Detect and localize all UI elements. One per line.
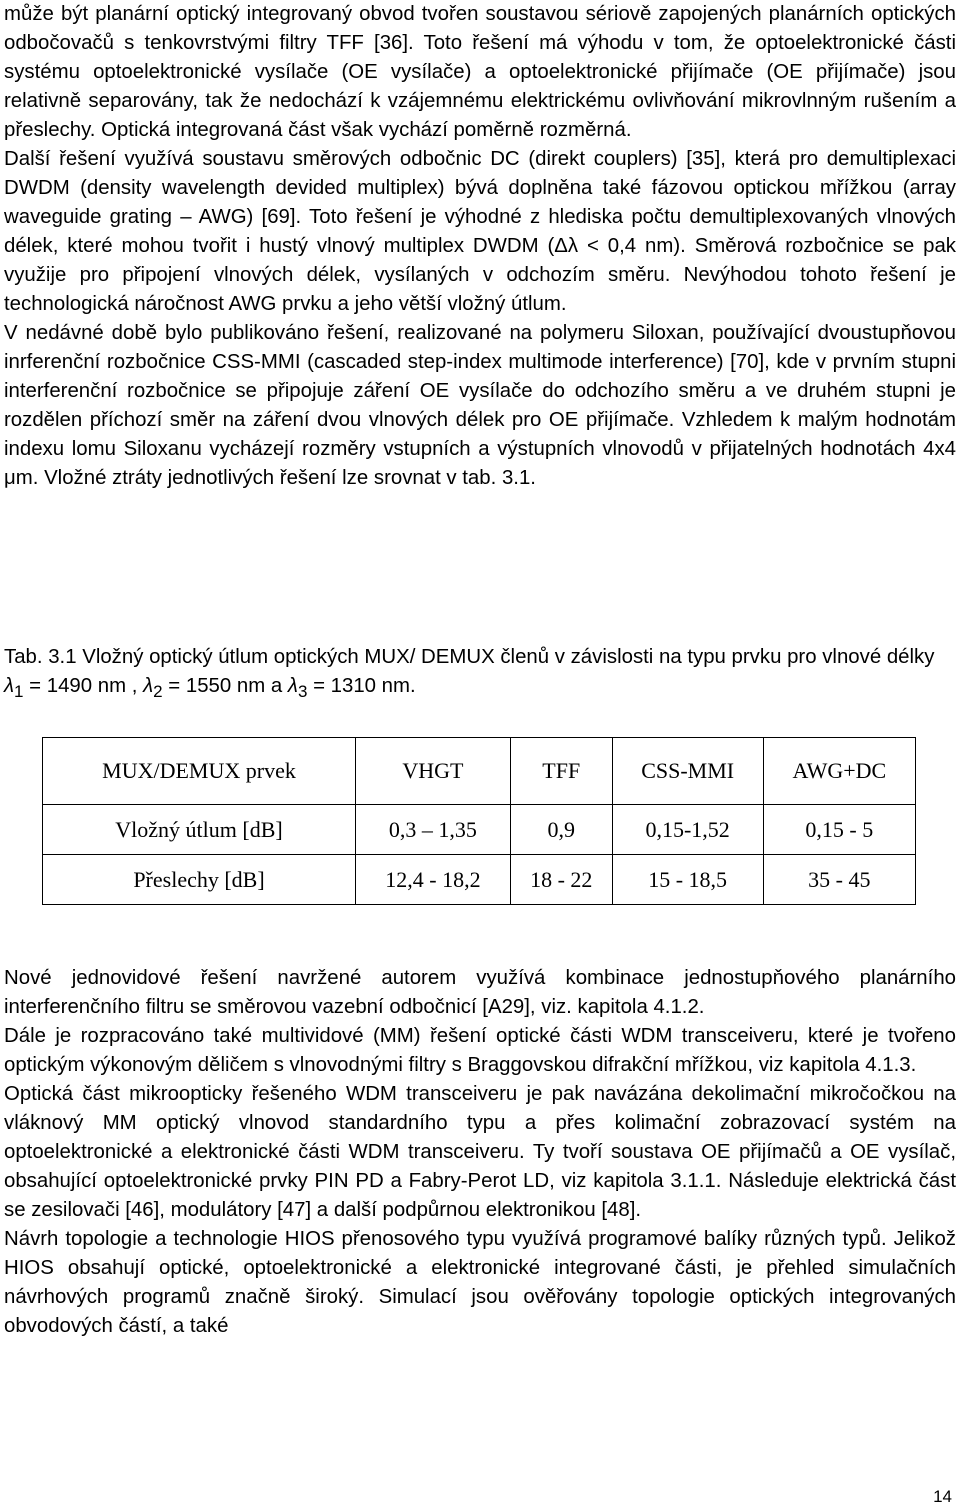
- table-cell: 0,15 - 5: [763, 805, 915, 855]
- table-header-cell: MUX/DEMUX prvek: [43, 738, 356, 805]
- table-cell: Vložný útlum [dB]: [43, 805, 356, 855]
- table-cell: 12,4 - 18,2: [356, 855, 511, 905]
- page-number: 14: [933, 1487, 952, 1506]
- caption-value: = 1310 nm.: [307, 675, 416, 697]
- paragraph: Návrh topologie a technologie HIOS přenosového typu využívá programové balíky různých typů. Jelikož HIOS obsahují optické, optoelektronické a elektronické integrované části, je přehled simulačních návrhových programů značně široký. Simulací jsou ověřovány topologie optických integrovaných obvodových částí, a také: [4, 1228, 956, 1337]
- lambda-symbol: λ: [4, 675, 15, 697]
- paragraph: může být planární optický integrovaný obvod tvořen soustavou sériově zapojených planárních optických odbočovačů s tenkovrstvými filtry TFF [36]. Toto řešení má výhodu v tom, že optoelektronické části systému optoelektronické vysílače (OE vysílače) a optoelektronické přijímače (OE přijímače) jsou relativně separovány, tak že nedochází k vzájemnému elektrickému ovlivňování mikrovlnným rušením a přeslechy. Optická integrovaná část však vychází poměrně rozměrná.: [4, 3, 956, 141]
- caption-value: = 1550 nm a: [162, 675, 288, 697]
- text-section-bottom: [4, 964, 956, 1341]
- paragraph: Optická část mikroopticky řešeného WDM transceiveru je pak navázána dekolimační mikročočkou na vláknový MM optický vlnovod standardního typu a přes kolimační zobrazovací systém na optoelektronické a elektronické části WDM transceiveru. Ty tvoří soustava OE přijímačů a OE vysílač, obsahující optoelektronické prvky PIN PD a Fabry-Perot LD, viz kapitola 3.1.1. Následuje elektrická část se zesilovači [46], modulátory [47] a další podpůrnou elektronikou [48].: [4, 1083, 956, 1221]
- table-caption: [4, 643, 956, 706]
- table-header-cell: CSS-MMI: [612, 738, 763, 805]
- caption-value: = 1490 nm ,: [23, 675, 144, 697]
- lambda-symbol: λ: [143, 675, 154, 697]
- table-cell: 35 - 45: [763, 855, 915, 905]
- lambda-subscript: 2: [153, 682, 163, 702]
- lambda-subscript: 3: [297, 682, 308, 702]
- caption-text: Tab. 3.1 Vložný optický útlum optických MUX/ DEMUX členů v závislosti na typu prvku pro vlnové délky: [4, 646, 935, 668]
- lambda-subscript: 1: [14, 682, 24, 702]
- paragraph: Dále je rozpracováno také multividové (MM) řešení optické části WDM transceiveru, které je tvořeno optickým výkonovým děličem s vlnovodnými filtry s Braggovskou difrakční mřížkou, viz kapitola 4.1.3.: [4, 1025, 956, 1076]
- table-row: [43, 855, 916, 905]
- lambda-symbol: λ: [287, 675, 298, 697]
- paragraph: Další řešení využívá soustavu směrových odbočnic DC (direkt couplers) [35], která pro demultiplexaci DWDM (density wavelength devided multiplex) bývá doplněna také fázovou optickou mřížkou (array waveguide grating – AWG) [69]. Toto řešení je výhodné z hlediska počtu demultiplexovaných vlnových délek, které mohou tvořit i hustý vlnový multiplex DWDM (Δλ < 0,4 nm). Směrová rozbočnice se pak využije pro připojení vlnových délek, vysílaných v odchozím směru. Nevýhodou tohoto řešení je technologická náročnost AWG prvku a jeho větší vložný útlum.: [4, 148, 956, 315]
- table-cell: 0,15-1,52: [612, 805, 763, 855]
- table-header-row: [43, 738, 916, 805]
- text-section-top: [4, 0, 956, 493]
- table-header-cell: AWG+DC: [763, 738, 915, 805]
- table-cell: 0,9: [510, 805, 612, 855]
- table-cell: Přeslechy [dB]: [43, 855, 356, 905]
- table-cell: 18 - 22: [510, 855, 612, 905]
- mux-demux-table: [42, 737, 916, 905]
- table-cell: 0,3 – 1,35: [356, 805, 511, 855]
- paragraph: V nedávné době bylo publikováno řešení, realizované na polymeru Siloxan, používající dvoustupňovou inrferenční rozbočnice CSS-MMI (cascaded step-index multimode interference) [70], kde v prvním stupni interferenční rozbočnice se připojuje záření OE vysílače do odchozího směru a ve druhém stupni je rozdělen příchozí směr na záření dvou vlnových délek pro OE přijímače. Vzhledem k malým hodnotám indexu lomu Siloxanu vycházejí rozměry vstupních a výstupních vlnovodů v přijatelných hodnotách 4x4 μm. Vložné ztráty jednotlivých řešení lze srovnat v tab. 3.1.: [4, 322, 956, 489]
- paragraph: Nové jednovidové řešení navržené autorem využívá kombinace jednostupňového planárního interferenčního filtru se směrovou vazební odbočnicí [A29], viz. kapitola 4.1.2.: [4, 967, 956, 1018]
- mux-demux-table-wrapper: [42, 737, 916, 905]
- table-header-cell: TFF: [510, 738, 612, 805]
- table-cell: 15 - 18,5: [612, 855, 763, 905]
- table-header-cell: VHGT: [356, 738, 511, 805]
- table-row: [43, 805, 916, 855]
